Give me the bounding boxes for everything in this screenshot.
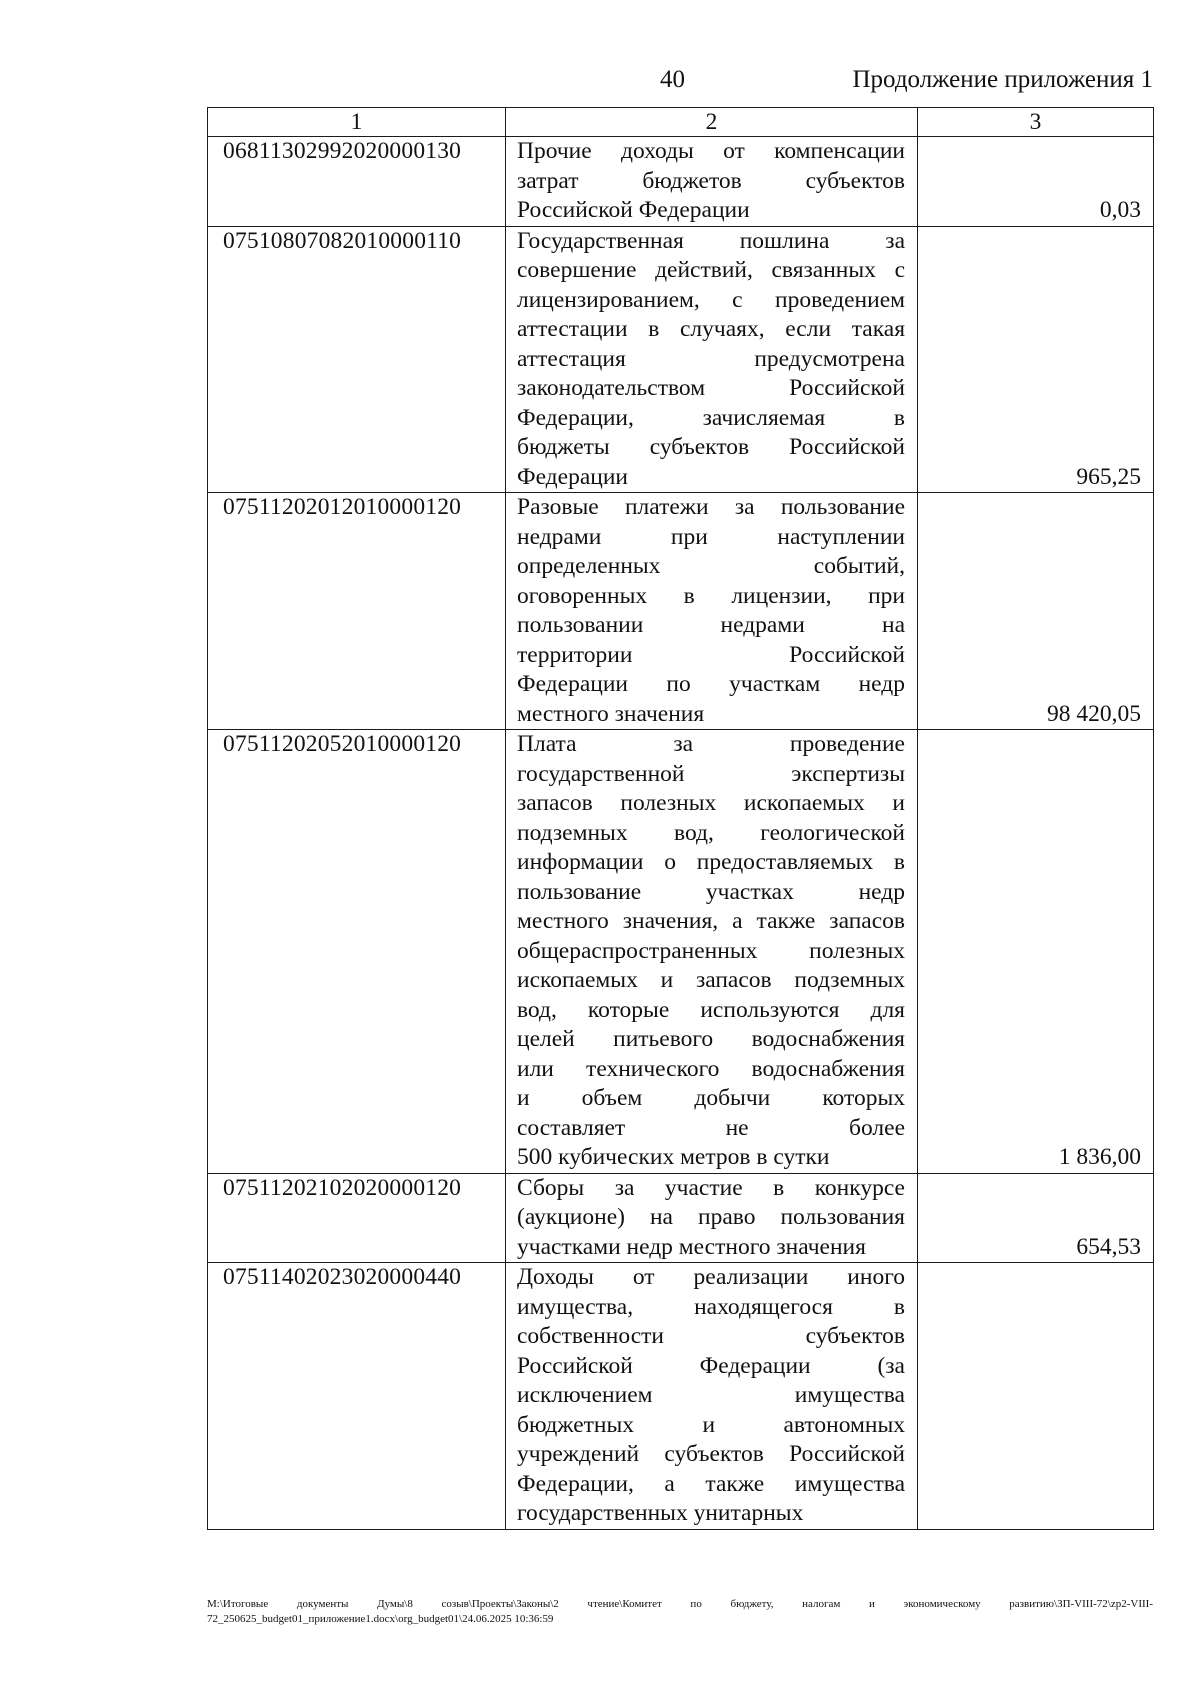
amount-cell: 1 836,00: [918, 730, 1154, 1174]
budget-table: [207, 107, 1154, 1530]
description-line: бюджеты субъектов Российской: [517, 434, 905, 460]
description-line: подземных вод, геологической: [517, 819, 905, 846]
revenue-code-cell: 07511202102020000120: [208, 1173, 506, 1263]
description-line: Российской Федерации: [517, 197, 750, 223]
revenue-code-cell: 07511202052010000120: [208, 730, 506, 1174]
description-line: составляет не более: [517, 1114, 905, 1141]
description-line: Федерации по участкам недр: [517, 671, 905, 697]
description-line: определенных событий,: [517, 553, 905, 579]
revenue-code-cell: 07511402023020000440: [208, 1263, 506, 1530]
table-row: [208, 493, 1154, 730]
description-line: собственности субъектов: [517, 1323, 905, 1349]
description-line: Федерации: [517, 463, 628, 490]
description-line: Разовые платежи за пользование: [517, 494, 905, 520]
amount-cell: 98 420,05: [918, 493, 1154, 730]
table-header-row: [208, 108, 1154, 137]
description-line: ископаемых и запасов подземных: [517, 967, 905, 993]
column-header-1: 1: [208, 108, 506, 137]
description-line: (аукционе) на право пользования: [517, 1204, 905, 1230]
description-cell: [506, 137, 918, 227]
description-line: 500 кубических метров в сутки: [517, 1144, 830, 1170]
table-row: [208, 1263, 1154, 1530]
description-line: Государственная пошлина за: [517, 227, 905, 254]
description-line: Федерации, а также имущества: [517, 1470, 905, 1497]
amount-cell: [918, 1263, 1154, 1530]
description-line: оговоренных в лицензии, при: [517, 582, 905, 609]
page-number: 40: [660, 66, 685, 93]
table-row: [208, 137, 1154, 227]
document-path-footer: M:\Итоговые документы Думы\8 созыв\Проекты\Законы\2 чтение\Комитет по бюджету, налогам и экономическому развитию\ЗП-VIII-72\zp2-VIII-72_250625_budget01_приложение1.docx\org_budget01\24.06.2025 10:36:59: [207, 1598, 1153, 1625]
description-line: вод, которые используются для: [517, 996, 905, 1023]
description-line: территории Российской: [517, 641, 905, 668]
description-cell: [506, 226, 918, 493]
description-line: участками недр местного значения: [517, 1233, 866, 1260]
description-line: бюджетных и автономных: [517, 1411, 905, 1438]
description-line: общераспространенных полезных: [517, 937, 905, 964]
description-line: Российской Федерации (за: [517, 1352, 905, 1379]
description-line: Доходы от реализации иного: [517, 1264, 905, 1290]
description-cell: [506, 1173, 918, 1263]
description-line: или технического водоснабжения: [517, 1055, 905, 1082]
description-line: Прочие доходы от компенсации: [517, 138, 905, 164]
continuation-label: Продолжение приложения 1: [852, 66, 1153, 93]
column-header-3: 3: [918, 108, 1154, 137]
column-header-2: 2: [506, 108, 918, 137]
description-line: целей питьевого водоснабжения: [517, 1026, 905, 1052]
description-line: имущества, находящегося в: [517, 1293, 905, 1320]
description-line: затрат бюджетов субъектов: [517, 167, 905, 194]
amount-cell: 965,25: [918, 226, 1154, 493]
description-line: исключением имущества: [517, 1382, 905, 1408]
table-row: [208, 730, 1154, 1174]
description-line: и объем добычи которых: [517, 1085, 905, 1111]
description-line: аттестации в случаях, если такая: [517, 316, 905, 342]
description-line: Плата за проведение: [517, 731, 905, 757]
description-line: информации о предоставляемых в: [517, 849, 905, 875]
description-line: Сборы за участие в конкурсе: [517, 1174, 905, 1201]
description-line: пользование участках недр: [517, 878, 905, 905]
amount-cell: 654,53: [918, 1173, 1154, 1263]
description-line: законодательством Российской: [517, 375, 905, 401]
description-line: запасов полезных ископаемых и: [517, 790, 905, 816]
description-line: аттестация предусмотрена: [517, 345, 905, 372]
description-line: государственной экспертизы: [517, 760, 905, 787]
description-cell: [506, 730, 918, 1174]
description-line: совершение действий, связанных с: [517, 257, 905, 283]
description-line: недрами при наступлении: [517, 523, 905, 550]
description-line: государственных унитарных: [517, 1500, 804, 1526]
description-cell: [506, 493, 918, 730]
revenue-code-cell: 06811302992020000130: [208, 137, 506, 227]
table-row: [208, 1173, 1154, 1263]
description-line: местного значения: [517, 700, 705, 727]
description-line: лицензированием, с проведением: [517, 286, 905, 313]
description-line: местного значения, а также запасов: [517, 908, 905, 934]
description-cell: [506, 1263, 918, 1530]
description-line: пользовании недрами на: [517, 612, 905, 638]
revenue-code-cell: 07510807082010000110: [208, 226, 506, 493]
amount-cell: 0,03: [918, 137, 1154, 227]
description-line: Федерации, зачисляемая в: [517, 404, 905, 431]
description-line: учреждений субъектов Российской: [517, 1441, 905, 1467]
table-row: [208, 226, 1154, 493]
revenue-code-cell: 07511202012010000120: [208, 493, 506, 730]
